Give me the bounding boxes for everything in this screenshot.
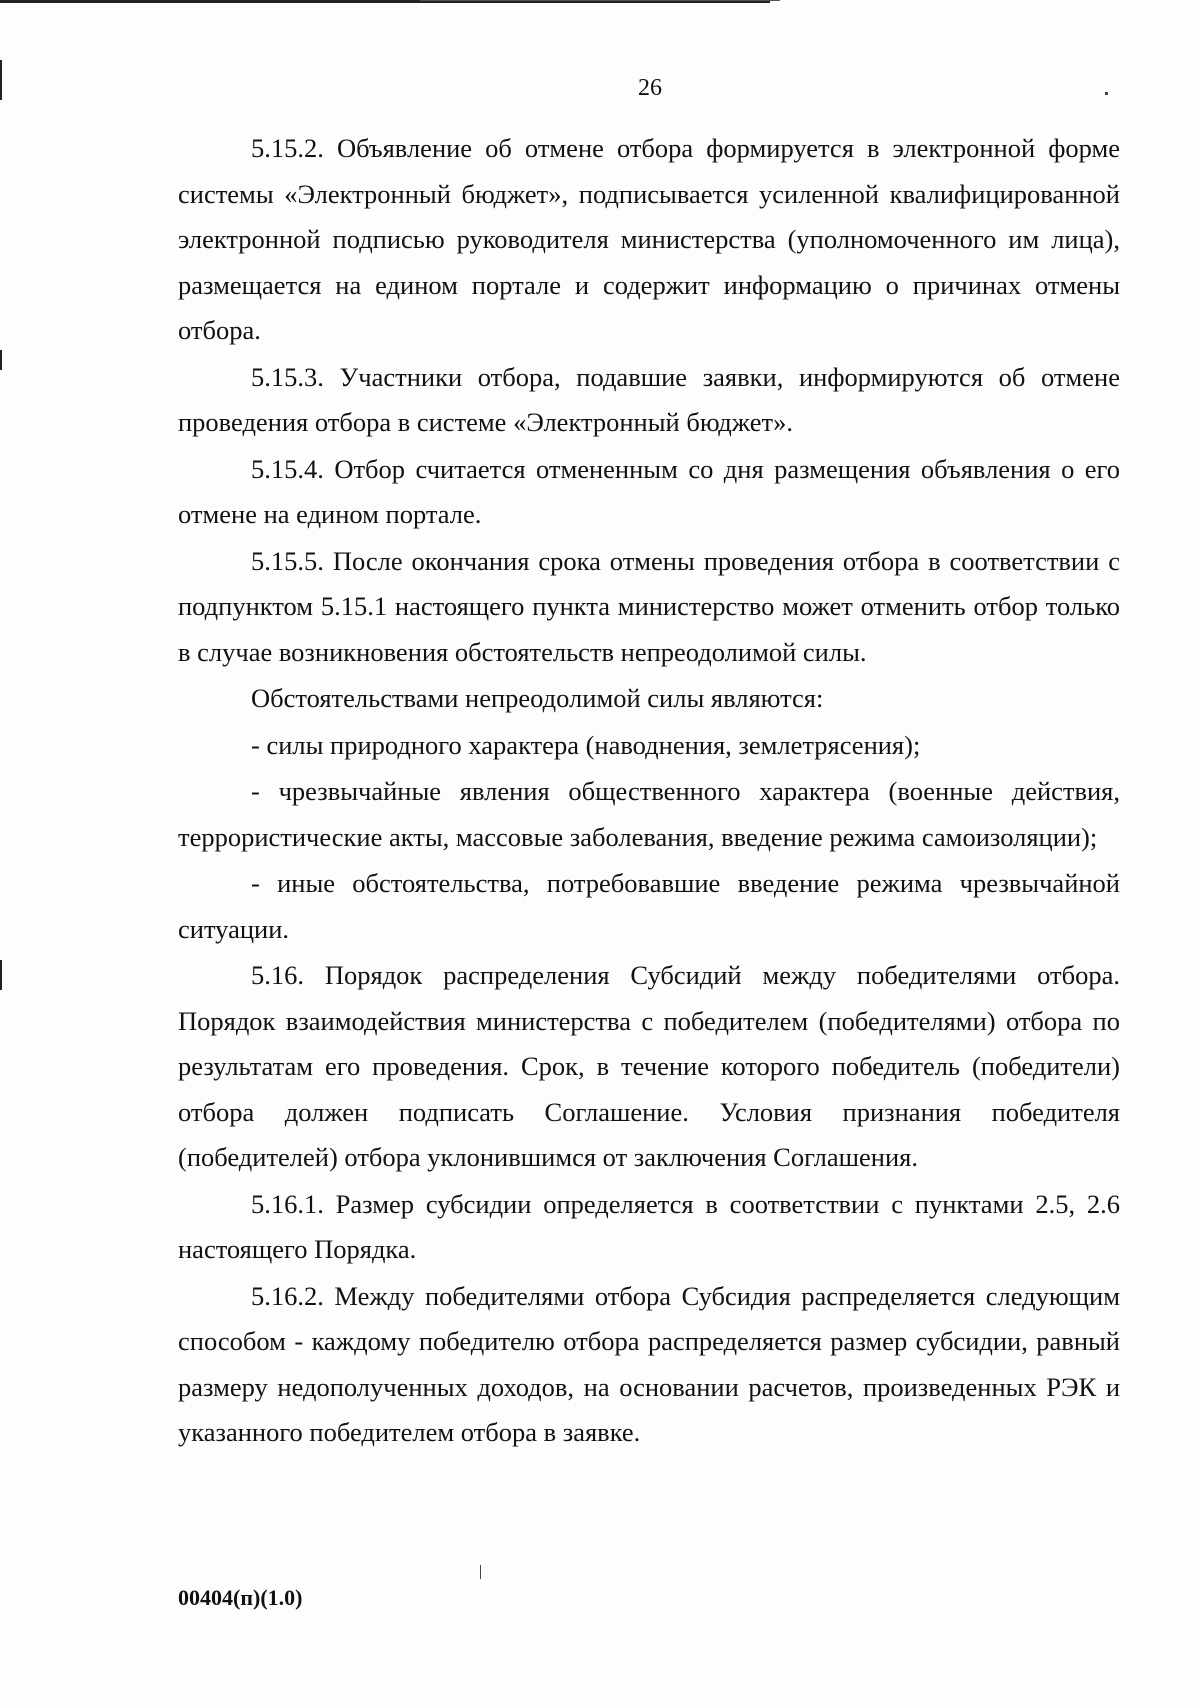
paragraph-5-16-2: 5.16.2. Между победителями отбора Субсидия распределяется следующим способом - каждому победителю отбора распределяется размер субсидии, равный размеру недополученных доходов, на основании расчетов, произведенных РЭК и указанного победителем отбора в заявке. xyxy=(178,1280,1120,1447)
list-item-social-emergencies: - чрезвычайные явления общественного характера (военные действия, террористические акты, массовые заболевания, введение режима самоизоляции); xyxy=(178,776,1120,852)
paragraph-5-15-4: 5.15.4. Отбор считается отмененным со дня размещения объявления о его отмене на едином портале. xyxy=(178,453,1120,529)
paragraph-5-15-3: 5.15.3. Участники отбора, подавшие заявки, информируются об отмене проведения отбора в системе «Электронный бюджет». xyxy=(178,361,1120,437)
page-number: 26 xyxy=(638,75,662,101)
scan-edge-mark xyxy=(0,350,2,370)
list-item-natural-forces: - силы природного характера (наводнения, землетрясения); xyxy=(251,729,921,760)
scan-edge-line xyxy=(420,0,780,1)
scan-speck xyxy=(480,1565,481,1579)
paragraph-5-16-1: 5.16.1. Размер субсидии определяется в соответствии с пунктами 2.5, 2.6 настоящего Порядка. xyxy=(178,1188,1120,1264)
paragraph-5-15-2: 5.15.2. Объявление об отмене отбора формируется в электронной форме системы «Электронный бюджет», подписывается усиленной квалифицированной электронной подписью руководителя министерства (уполномоченного им лица), размещается на едином портале и содержит информацию о причинах отмены отбора. xyxy=(178,133,1120,345)
list-item-other-circumstances: - иные обстоятельства, потребовавшие введение режима чрезвычайной ситуации. xyxy=(178,868,1120,944)
document-body xyxy=(178,126,1120,1457)
paragraph-5-16: 5.16. Порядок распределения Субсидий между победителями отбора. Порядок взаимодействия министерства с победителем (победителями) отбора по результатам его проведения. Срок, в течение которого победитель (победители) отбора должен подписать Соглашение. Условия признания победителя (победителей) отбора уклонившимся от заключения Соглашения. xyxy=(178,960,1120,1172)
paragraph-force-majeure-intro: Обстоятельствами непреодолимой силы являются: xyxy=(251,683,824,713)
scan-edge-mark xyxy=(0,960,2,990)
document-code: 00404(п)(1.0) xyxy=(178,1585,303,1610)
paragraph-5-15-5: 5.15.5. После окончания срока отмены проведения отбора в соответствии с подпунктом 5.15.1 настоящего пункта министерство может отменить отбор только в случае возникновения обстоятельств непреодолимой силы. xyxy=(178,545,1120,667)
